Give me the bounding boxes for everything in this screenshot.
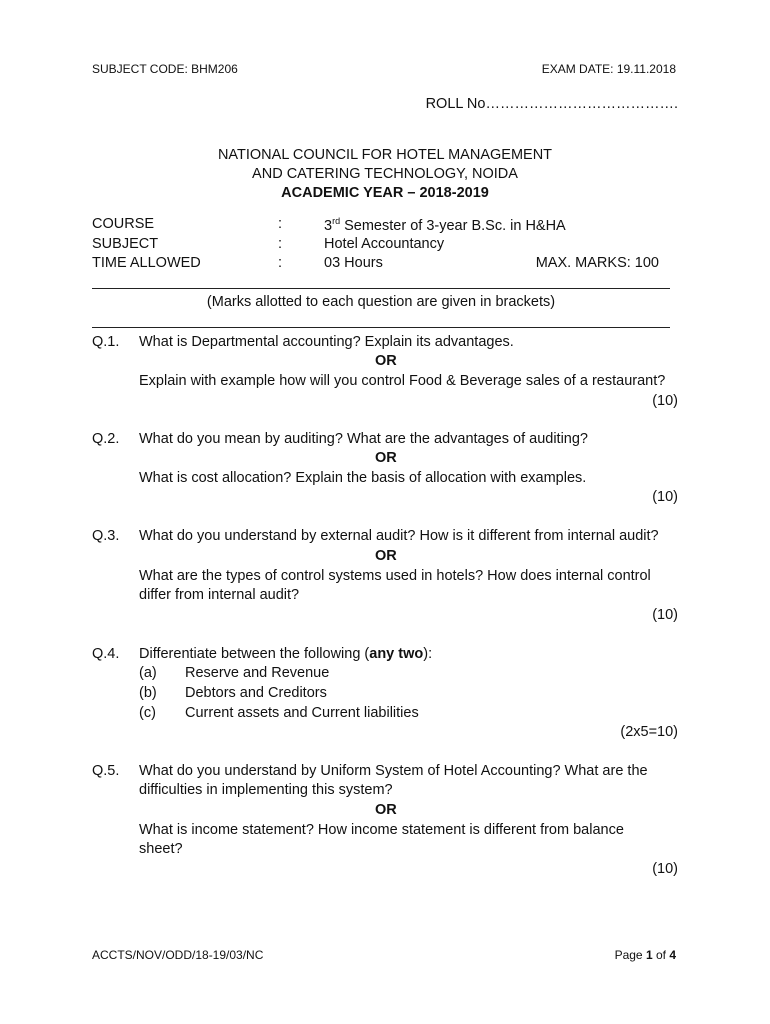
course-superscript: rd <box>332 216 341 226</box>
roll-number-field: ROLL No…………………………………. <box>425 96 678 112</box>
exam-date: EXAM DATE: 19.11.2018 <box>541 62 676 76</box>
question-number: Q.5. <box>92 763 120 779</box>
intro-text-end: ): <box>423 646 433 662</box>
question-text: difficulties in implementing this system? <box>139 782 393 798</box>
time-allowed-value: 03 Hours <box>324 255 383 271</box>
subject-colon: : <box>278 236 283 252</box>
or-separator: OR <box>375 802 397 818</box>
course-text: Semester of 3-year B.Sc. in H&HA <box>340 217 566 234</box>
course-label: COURSE <box>92 216 155 232</box>
sub-item-text: Debtors and Creditors <box>185 685 327 701</box>
question-text: What is Departmental accounting? Explain its advantages. <box>139 334 514 350</box>
subject-value: Hotel Accountancy <box>324 236 445 252</box>
or-separator: OR <box>375 353 397 369</box>
institution-line-1: NATIONAL COUNCIL FOR HOTEL MANAGEMENT <box>217 147 553 163</box>
question-text: What is income statement? How income statement is different from balance <box>139 822 624 838</box>
marks-note: (Marks allotted to each question are given in brackets) <box>206 294 556 310</box>
sub-item-label: (b) <box>139 685 157 701</box>
question-marks: (10) <box>652 607 678 623</box>
page-of: of <box>652 948 670 962</box>
or-separator: OR <box>375 450 397 466</box>
question-text: Explain with example how will you control Food & Beverage sales of a restaurant? <box>139 373 666 389</box>
question-number: Q.1. <box>92 334 120 350</box>
intro-text: Differentiate between the following ( <box>139 646 370 662</box>
page-indicator <box>615 948 676 962</box>
question-marks: (10) <box>652 489 678 505</box>
institution-line-2: AND CATERING TECHNOLOGY, NOIDA <box>252 166 518 182</box>
question-text: What is cost allocation? Explain the basis of allocation with examples. <box>139 470 587 486</box>
question-text: What do you understand by external audit? How is it different from internal audit? <box>139 528 659 544</box>
page-number: 1 <box>645 948 653 962</box>
question-marks: (10) <box>652 861 678 877</box>
question-number: Q.2. <box>92 431 120 447</box>
max-marks: MAX. MARKS: 100 <box>535 255 659 271</box>
question-number: Q.4. <box>92 646 120 662</box>
course-number: 3 <box>324 217 333 234</box>
or-separator: OR <box>375 548 397 564</box>
question-text: What do you mean by auditing? What are the advantages of auditing? <box>139 431 588 447</box>
footer-code: ACCTS/NOV/ODD/18-19/03/NC <box>92 948 264 962</box>
intro-emphasis: any two <box>369 646 424 662</box>
page-label: Page <box>614 948 646 962</box>
question-text <box>139 646 432 662</box>
sub-item-text: Reserve and Revenue <box>185 665 330 681</box>
question-text: What do you understand by Uniform System of Hotel Accounting? What are the <box>139 763 648 779</box>
divider-top <box>92 288 670 289</box>
sub-item-text: Current assets and Current liabilities <box>185 705 419 721</box>
question-marks: (2x5=10) <box>620 724 678 740</box>
divider-bottom <box>92 327 670 328</box>
question-text: What are the types of control systems used in hotels? How does internal control <box>139 568 651 584</box>
question-number: Q.3. <box>92 528 120 544</box>
subject-label: SUBJECT <box>92 236 159 252</box>
question-marks: (10) <box>652 393 678 409</box>
sub-item-label: (a) <box>139 665 157 681</box>
subject-code: SUBJECT CODE: BHM206 <box>92 62 238 76</box>
sub-item-label: (c) <box>139 705 156 721</box>
time-colon: : <box>278 255 283 271</box>
question-text: sheet? <box>139 841 183 857</box>
academic-year: ACADEMIC YEAR – 2018-2019 <box>281 185 489 201</box>
question-text: differ from internal audit? <box>139 587 300 603</box>
page-total: 4 <box>669 948 676 962</box>
course-value <box>324 216 566 234</box>
course-colon: : <box>278 216 283 232</box>
time-allowed-label: TIME ALLOWED <box>92 255 201 271</box>
